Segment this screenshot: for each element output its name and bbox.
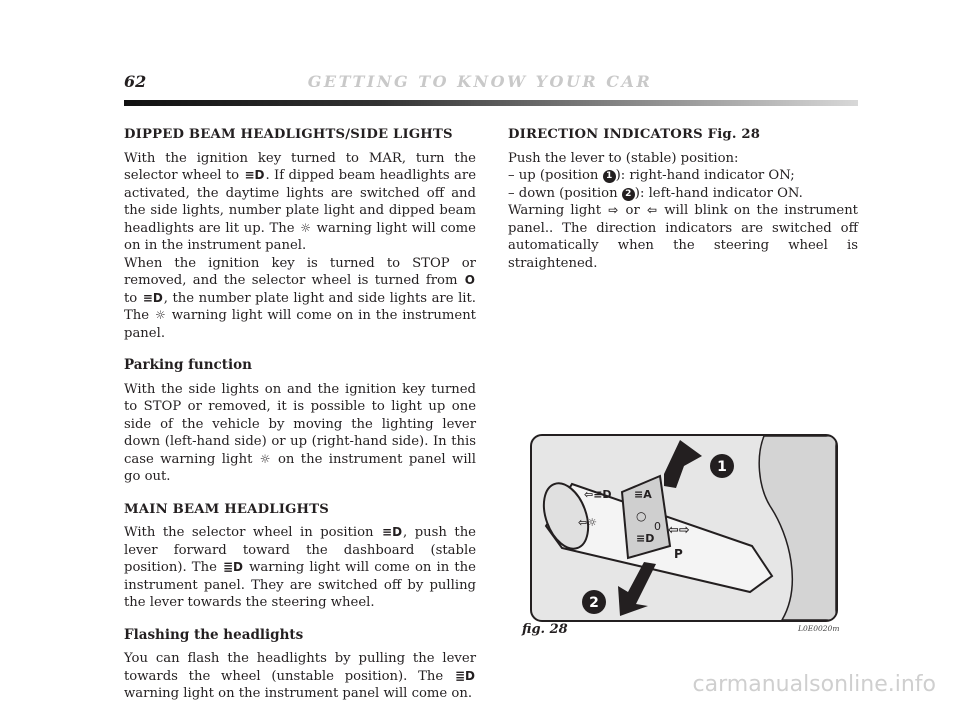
main-beam-icon: ⇦≡D xyxy=(584,488,612,501)
watermark: carmanualsonline.info xyxy=(692,672,936,697)
flashing-heading: Flashing the headlights xyxy=(124,626,304,643)
up-arrow-icon xyxy=(664,440,702,488)
stalk-drawing xyxy=(532,436,836,620)
figure-label-1: 1 xyxy=(717,459,727,475)
parking-function-paragraph: With the side lights on and the ignition key turned to STOP or removed, it is possible to light up one side of the vehicle by moving the lighting lever down (left-hand side) or up (right-hand side). In this case warning light ☼ on the instrument panel will go out. xyxy=(124,381,476,484)
page-number: 62 xyxy=(124,72,147,91)
direction-indicators-heading: DIRECTION INDICATORS Fig. 28 xyxy=(508,127,761,142)
main-beam-paragraph: With the selector wheel in position ≡D, push the lever forward toward the dashboard (stable position). The ≣D warning light will come on in the instrument panel. They are switched off by pulling the lever towards the steering wheel. xyxy=(124,525,476,610)
svg-text:0: 0 xyxy=(654,520,661,533)
side-lights-icon: ☼ xyxy=(259,451,271,466)
running-title: GETTING TO KNOW YOUR CAR xyxy=(307,72,653,91)
figure-code: L0E0020m xyxy=(798,624,840,633)
side-lights-icon: ☼ xyxy=(155,308,166,322)
dipped-beam-paragraph-1: With the ignition key turned to MAR, turn the selector wheel to ≡D. If dipped beam headlights are activated, the daytime lights are switched off and the side lights, number plate light and dipped beam headlights are lit up. The ☼ warning light will come on in the instrument panel. xyxy=(124,150,476,253)
dipped-beam-heading: DIPPED BEAM HEADLIGHTS/SIDE LIGHTS xyxy=(124,127,453,142)
left-column xyxy=(124,126,476,718)
header-rule xyxy=(124,100,858,106)
off-position-icon: O xyxy=(464,273,475,287)
right-arrow-icon: ⇨ xyxy=(608,203,619,217)
figure-caption: fig. 28 xyxy=(522,622,568,637)
main-beam-icon: ≣D xyxy=(223,560,244,574)
main-beam-heading: MAIN BEAM HEADLIGHTS xyxy=(124,501,329,517)
indicator-arrows-icon: ⇦⇨ xyxy=(668,523,690,538)
right-column xyxy=(508,126,858,287)
off-position-icon: ○ xyxy=(636,509,647,523)
auto-light-icon: ≡A xyxy=(634,488,652,501)
direction-line-3: – down (position 2 ): left-hand indicator ON. xyxy=(508,185,803,201)
position-1-badge: 1 xyxy=(603,170,616,183)
dipped-beam-icon: ≡D xyxy=(244,168,265,182)
flashing-paragraph: You can flash the headlights by pulling the lever towards the wheel (unstable position). The ≣D warning light on the instrument panel will come on. xyxy=(124,651,476,701)
dipped-beam-paragraph-2: When the ignition key is turned to STOP or removed, and the selector wheel is turned from O to ≡D, the number plate light and side lights are lit. The ☼ warning light will come on in the instrument panel. xyxy=(124,255,476,341)
main-beam-icon: ≣D xyxy=(454,668,475,683)
direction-paragraph-2: Warning light ⇨ or ⇦ will blink on the instrument panel.. The direction indicators are switched off automatically when the steering wheel is straightened. xyxy=(508,203,858,271)
position-2-badge: 2 xyxy=(622,188,635,201)
stalk-illustration xyxy=(530,434,838,622)
parking-function-heading: Parking function xyxy=(124,357,252,373)
dipped-beam-icon: ≡D xyxy=(636,532,655,545)
down-arrow-icon xyxy=(618,562,656,616)
direction-line-2: – up (position 1 ): right-hand indicator ON; xyxy=(508,168,795,183)
left-arrow-icon: ⇦ xyxy=(646,203,658,217)
side-lights-icon: ☼ xyxy=(300,220,312,235)
figure-label-2: 2 xyxy=(589,595,599,611)
dipped-beam-icon: ≡D xyxy=(142,290,163,305)
dipped-beam-icon: ≡D xyxy=(382,525,403,539)
parking-icon: P xyxy=(674,547,683,561)
flash-icon: ⇦☼ xyxy=(578,516,598,529)
direction-line-1: Push the lever to (stable) position: xyxy=(508,150,739,166)
